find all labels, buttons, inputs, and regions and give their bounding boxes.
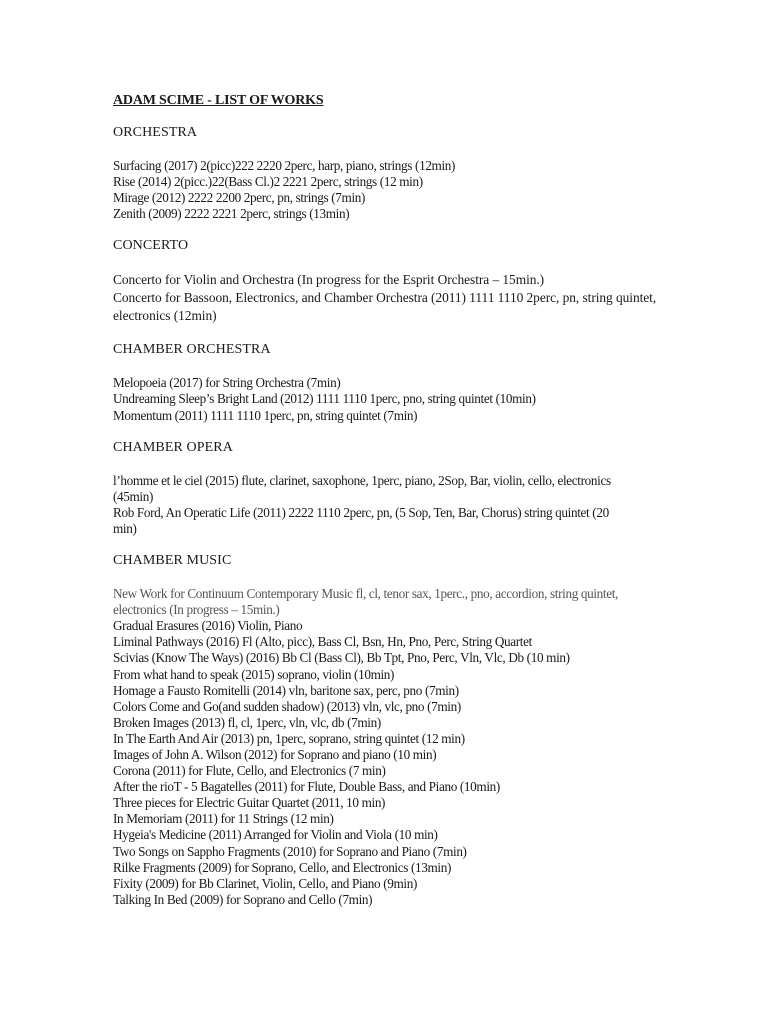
work-item: In Memoriam (2011) for 11 Strings (12 min) bbox=[113, 811, 334, 827]
works-list bbox=[113, 473, 733, 537]
work-item: Momentum (2011) 1111 1110 1perc, pn, string quintet (7min) bbox=[113, 407, 418, 423]
work-item: Rilke Fragments (2009) for Soprano, Cello, and Electronics (13min) bbox=[113, 859, 452, 875]
work-item: New Work for Continuum Contemporary Music fl, cl, tenor sax, 1perc., pno, accordion, string quintet, electronics (In progress – 15min.) bbox=[113, 586, 619, 618]
work-item: Colors Come and Go(and sudden shadow) (2013) vln, vlc, pno (7min) bbox=[113, 698, 461, 714]
work-item: From what hand to speak (2015) soprano, violin (10min) bbox=[113, 666, 395, 682]
work-item: In The Earth And Air (2013) pn, 1perc, soprano, string quintet (12 min) bbox=[113, 730, 465, 746]
work-item: Corona (2011) for Flute, Cello, and Electronics (7 min) bbox=[113, 763, 386, 779]
work-item: Homage a Fausto Romitelli (2014) vln, baritone sax, perc, pno (7min) bbox=[113, 682, 459, 698]
work-item: Surfacing (2017) 2(picc)222 2220 2perc, harp, piano, strings (12min) bbox=[113, 158, 456, 173]
work-item: Rob Ford, An Operatic Life (2011) 2222 1110 2perc, pn, (5 Sop, Ten, Bar, Chorus) string quintet (20 min) bbox=[113, 504, 609, 536]
work-item: Melopoeia (2017) for String Orchestra (7min) bbox=[113, 375, 341, 391]
document-page bbox=[113, 92, 733, 923]
section-heading: CONCERTO bbox=[113, 238, 189, 254]
work-item: After the rioT - 5 Bagatelles (2011) for Flute, Double Bass, and Piano (10min) bbox=[113, 779, 500, 795]
section-concerto bbox=[113, 237, 733, 325]
works-list bbox=[113, 271, 733, 325]
work-item: Two Songs on Sappho Fragments (2010) for Soprano and Piano (7min) bbox=[113, 843, 467, 859]
section-chamber-music bbox=[113, 552, 733, 908]
work-item: Broken Images (2013) fl, cl, 1perc, vln, vlc, db (7min) bbox=[113, 714, 381, 730]
work-item: Concerto for Bassoon, Electronics, and Chamber Orchestra (2011) 1111 1110 2perc, pn, string quintet, electronics (12min) bbox=[113, 290, 657, 324]
works-list bbox=[113, 375, 733, 423]
work-item: Fixity (2009) for Bb Clarinet, Violin, Cello, and Piano (9min) bbox=[113, 875, 417, 891]
work-item: Rise (2014) 2(picc.)22(Bass Cl.)2 2221 2perc, strings (12 min) bbox=[113, 174, 423, 190]
section-heading: ORCHESTRA bbox=[113, 125, 198, 140]
work-item: Liminal Pathways (2016) Fl (Alto, picc), Bass Cl, Bsn, Hn, Pno, Perc, String Quartet bbox=[113, 634, 532, 650]
works-list bbox=[113, 586, 733, 908]
section-orchestra bbox=[113, 124, 733, 222]
work-item: l’homme et le ciel (2015) flute, clarinet, saxophone, 1perc, piano, 2Sop, Bar, violin, cello, electronics (45min) bbox=[113, 472, 611, 504]
work-item: Gradual Erasures (2016) Violin, Piano bbox=[113, 618, 303, 634]
work-item: Images of John A. Wilson (2012) for Soprano and piano (10 min) bbox=[113, 746, 437, 762]
work-item: Scivias (Know The Ways) (2016) Bb Cl (Bass Cl), Bb Tpt, Pno, Perc, Vln, Vlc, Db (10 min) bbox=[113, 650, 570, 666]
work-item: Zenith (2009) 2222 2221 2perc, strings (13min) bbox=[113, 206, 350, 222]
work-item: Concerto for Violin and Orchestra (In progress for the Esprit Orchestra – 15min.) bbox=[113, 272, 545, 288]
document-title: ADAM SCIME - LIST OF WORKS bbox=[113, 93, 324, 108]
section-chamber-orchestra bbox=[113, 341, 733, 423]
work-item: Hygeia's Medicine (2011) Arranged for Violin and Viola (10 min) bbox=[113, 827, 438, 843]
section-heading: CHAMBER OPERA bbox=[113, 439, 233, 455]
works-list bbox=[113, 158, 733, 222]
work-item: Talking In Bed (2009) for Soprano and Cello (7min) bbox=[113, 891, 373, 907]
section-heading: CHAMBER MUSIC bbox=[113, 553, 232, 569]
work-item: Three pieces for Electric Guitar Quartet (2011, 10 min) bbox=[113, 795, 386, 811]
work-item: Undreaming Sleep’s Bright Land (2012) 1111 1110 1perc, pno, string quintet (10min) bbox=[113, 391, 536, 407]
section-chamber-opera bbox=[113, 439, 733, 537]
section-heading: CHAMBER ORCHESTRA bbox=[113, 342, 271, 358]
work-item: Mirage (2012) 2222 2200 2perc, pn, strings (7min) bbox=[113, 190, 366, 206]
